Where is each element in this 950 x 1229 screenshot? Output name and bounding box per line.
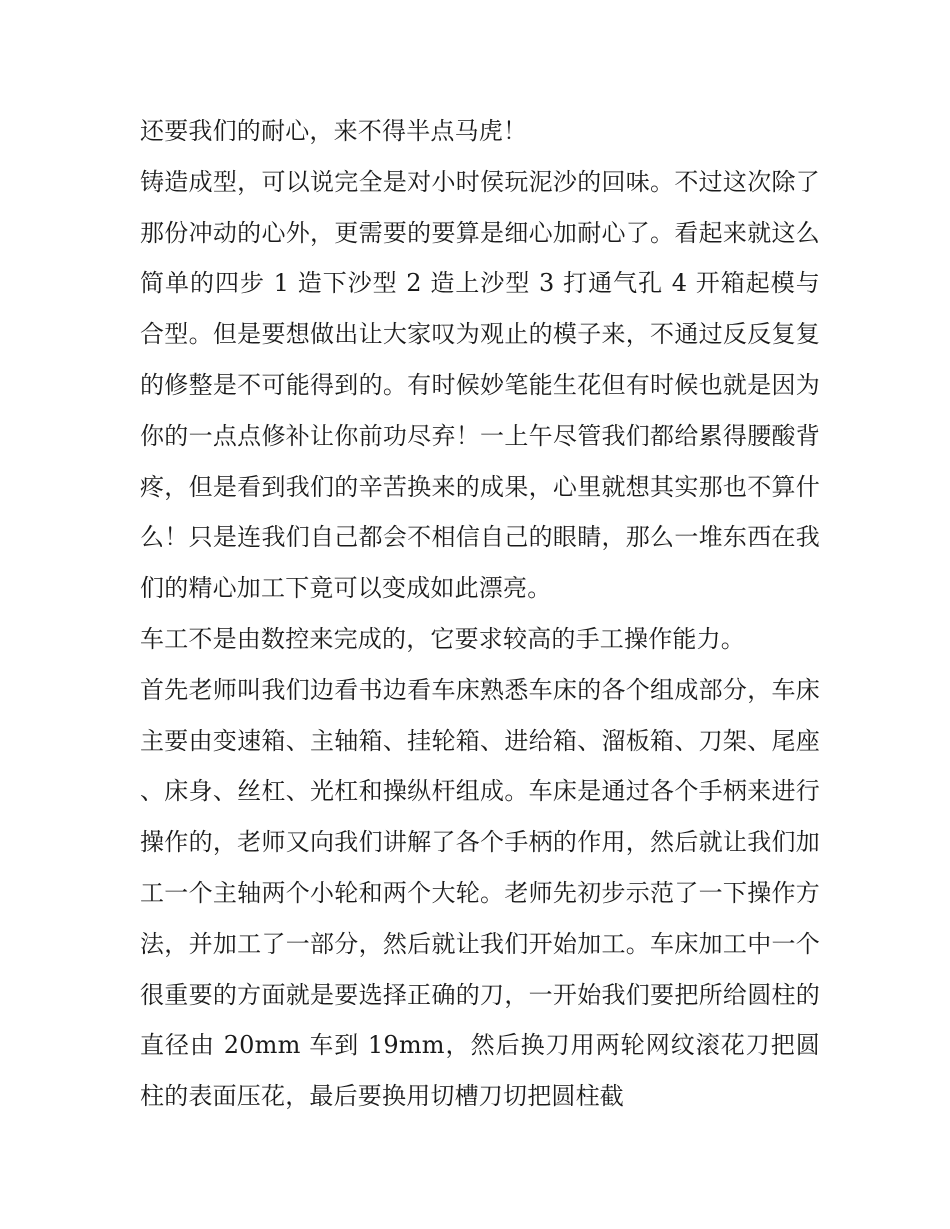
paragraph-lathe-details: 首先老师叫我们边看书边看车床熟悉车床的各个组成部分，车床主要由变速箱、主轴箱、挂轮箱、进给箱、溜板箱、刀架、尾座、床身、丝杠、光杠和操纵杆组成。车床是通过各个手柄来进行操作的，老师又向我们讲解了各个手柄的作用，然后就让我们加工一个主轴两个小轮和两个大轮。老师先初步示范了一下操作方法，并加工了一部分，然后就让我们开始加工。车床加工中一个很重要的方面就是要选择正确的刀，一开始我们要把所给圆柱的直径由 20mm 车到 19mm，然后换刀用两轮网纹滚花刀把圆柱的表面压花，最后要换用切槽刀切把圆柱截: [140, 675, 820, 1111]
paragraph-casting: 铸造成型，可以说完全是对小时侯玩泥沙的回味。不过这次除了那份冲动的心外，更需要的要算是细心加耐心了。看起来就这么简单的四步 1 造下沙型 2 造上沙型 3 打通气孔 4 开箱起模与合型。但是要想做出让大家叹为观止的模子来，不通过反反复复的修整是不可能得到的。有时候妙笔能生花但有时候也就是因为你的一点点修补让你前功尽弃！一上午尽管我们都给累得腰酸背疼，但是看到我们的辛苦换来的成果，心里就想其实那也不算什么！只是连我们自己都会不相信自己的眼睛，那么一堆东西在我们的精心加工下竟可以变成如此漂亮。: [140, 167, 820, 603]
paragraph-lathe-intro: 车工不是由数控来完成的，它要求较高的手工操作能力。: [140, 624, 745, 653]
paragraph-patience: 还要我们的耐心，来不得半点马虎！: [140, 117, 528, 145]
document-body: [140, 106, 820, 1122]
